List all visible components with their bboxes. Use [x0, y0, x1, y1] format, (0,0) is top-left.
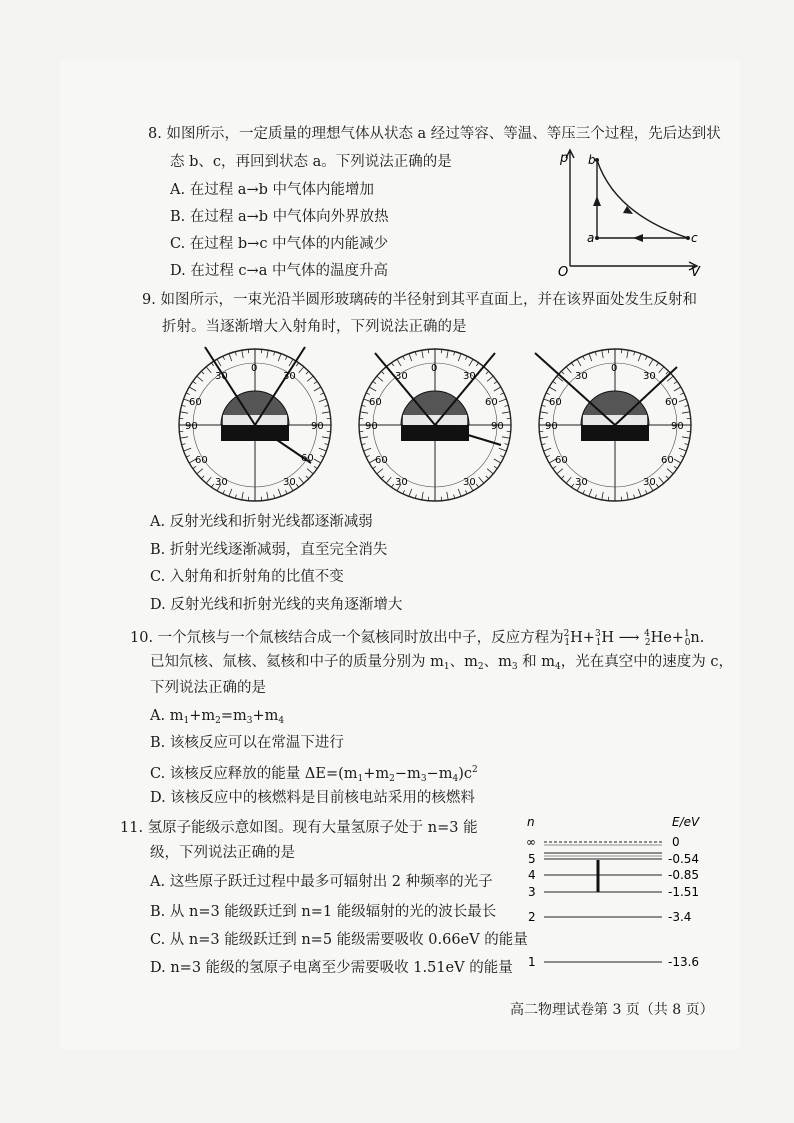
protractor-tick [320, 393, 324, 395]
protractor-tick [235, 495, 236, 499]
protractor-tick [553, 466, 556, 468]
q11-option-a: A. 这些原子跃迁过程中最多可辐射出 2 种频率的光子 [150, 874, 493, 890]
protractor-tick [476, 484, 478, 487]
protractor-tick [319, 448, 327, 451]
protractor-tick [571, 484, 573, 487]
protractor-tick [397, 359, 401, 366]
q10-optC-p1: +m [363, 766, 390, 782]
protractor-tick [242, 350, 243, 358]
protractor-tick [674, 466, 677, 468]
q10-option-d: D. 该核反应中的核燃料是目前核电站采用的核燃料 [150, 790, 475, 806]
q10-stem-line3: 下列说法正确的是 [150, 680, 266, 696]
dial2-label-30c: 30 [395, 477, 408, 488]
protractor-tick [627, 350, 628, 358]
dial1-label-30b: 30 [283, 371, 296, 382]
protractor-tick [325, 405, 329, 406]
q11-level-inf-n: ∞ [526, 835, 536, 849]
dial3-label-60c: 60 [555, 455, 568, 466]
protractor-tick [180, 437, 188, 438]
protractor-tick [285, 490, 287, 494]
protractor-tick [403, 356, 405, 360]
q10-optC-p3: −m [426, 766, 453, 782]
q10-optA-prefix: A. m [150, 708, 184, 724]
protractor-tick [465, 356, 467, 360]
q9-option-a: A. 反射光线和折射光线都逐渐减弱 [150, 514, 373, 530]
protractor-tick [362, 444, 366, 445]
q11-energy-level-diagram [522, 812, 722, 974]
protractor-tick [360, 412, 368, 413]
protractor-tick [206, 367, 211, 373]
dial2-label-30d: 30 [463, 477, 476, 488]
protractor-tick [645, 356, 647, 360]
dial3-label-90b: 90 [671, 421, 684, 432]
q10-stem2-suffix: ，光在真空中的速度为 c， [560, 654, 733, 670]
protractor-tick [486, 476, 489, 479]
protractor-tick [577, 359, 581, 366]
protractor-tick [500, 455, 504, 457]
dial1-label-30c: 30 [215, 477, 228, 488]
protractor-tick [638, 489, 641, 497]
protractor-tick [645, 490, 647, 494]
q8-option-d: D. 在过程 c→a 中气体的温度升高 [170, 263, 388, 279]
protractor-tick [502, 437, 510, 438]
q11-stem-line2: 级，下列说法正确的是 [150, 845, 295, 861]
protractor-tick [649, 359, 653, 366]
protractor-tick [278, 489, 281, 497]
dial2-label-60b: 60 [485, 397, 498, 408]
page-footer: 高二物理试卷第 3 页（共 8 页） [510, 1002, 714, 1018]
protractor-tick [403, 490, 405, 494]
dial3-label-30c: 30 [575, 477, 588, 488]
protractor-tick [223, 356, 225, 360]
protractor-tick [544, 448, 552, 451]
q11-level-5-n: 5 [528, 852, 536, 866]
protractor-tick [679, 448, 687, 451]
dial3-label-60b: 60 [665, 397, 678, 408]
protractor-tick [659, 367, 664, 373]
protractor-tick [666, 476, 669, 479]
protractor-tick [674, 387, 681, 391]
dial2-label-30b: 30 [463, 371, 476, 382]
protractor-tick [360, 437, 368, 438]
protractor-tick [186, 393, 190, 395]
protractor-tick [422, 492, 423, 500]
protractor-tick [366, 455, 370, 457]
dial3-label-60d: 60 [661, 455, 674, 466]
protractor-tick [314, 387, 321, 391]
q8-origin-label: O [558, 265, 569, 278]
protractor-tick [458, 489, 461, 497]
q10-optC-3: 3 [420, 774, 427, 784]
protractor-tick [589, 354, 592, 362]
protractor-tick [487, 469, 493, 474]
protractor-tick [229, 489, 232, 497]
protractor-tick [197, 469, 203, 474]
q9-option-c: C. 入射角和折射角的比值不变 [150, 569, 344, 585]
protractor-tick [494, 466, 497, 468]
protractor-tick [274, 352, 275, 356]
protractor-tick [366, 393, 370, 395]
protractor-tick [494, 459, 501, 463]
protractor-tick [296, 363, 298, 366]
protractor-tick [306, 371, 309, 374]
protractor-tick [494, 381, 497, 383]
protractor-tick [285, 356, 287, 360]
protractor-tick [229, 354, 232, 362]
q11-option-d: D. n=3 能级的氢原子电离至少需要吸收 1.51eV 的能量 [150, 960, 513, 976]
q11-stem-line1: 11. 氢原子能级示意如图。现有大量氢原子处于 n=3 能 [120, 820, 478, 836]
protractor-tick [320, 455, 324, 457]
protractor-tick [499, 448, 507, 451]
protractor-tick [458, 354, 461, 362]
q10-stem2-mid2: 、m [483, 654, 512, 670]
protractor-tick [595, 495, 596, 499]
protractor-tick [595, 352, 596, 356]
q9-option-d: D. 反射光线和折射光线的夹角逐渐增大 [150, 597, 403, 613]
q10-eq-he: He [650, 630, 672, 646]
protractor-tick [566, 367, 571, 373]
protractor-tick [682, 412, 690, 413]
q11-level-3-e: -1.51 [668, 885, 700, 899]
q9-option-b: B. 折射光线逐渐减弱，直至完全消失 [150, 542, 388, 558]
q8-pv-graph [555, 148, 705, 278]
protractor-tick [602, 492, 603, 500]
protractor-tick [381, 371, 384, 374]
protractor-tick [546, 393, 550, 395]
q8-stem-line1: 8. 如图所示，一定质量的理想气体从状态 a 经过等容、等温、等压三个过程，先后达到状 [148, 126, 721, 142]
protractor-tick [465, 490, 467, 494]
protractor-tick [454, 352, 455, 356]
protractor-tick [415, 495, 416, 499]
protractor-tick [373, 381, 376, 383]
protractor-tick [322, 412, 330, 413]
q10-stem2-mid1: 、m [449, 654, 478, 670]
dial1-label-30d: 30 [283, 477, 296, 488]
protractor-tick [583, 490, 585, 494]
q10-optC-p4: )c [458, 766, 472, 782]
q10-m2: 2 [477, 662, 484, 672]
protractor-tick [186, 455, 190, 457]
protractor-tick [540, 437, 548, 438]
protractor-tick [505, 444, 509, 445]
q9-dial-2 [345, 345, 525, 505]
protractor-tick [499, 399, 507, 402]
q8-point-b: b [588, 153, 596, 167]
q10-optA-1: 1 [183, 716, 190, 726]
protractor-tick [447, 492, 448, 500]
q10-eq-a4: 4 [644, 629, 650, 639]
q10-eq-z0: 0 [684, 638, 691, 648]
q10-optA-p3: +m [252, 708, 279, 724]
dial3-label-30: 30 [575, 371, 588, 382]
q10-eq-plus2: + [671, 630, 684, 646]
protractor-tick [364, 448, 372, 451]
q10-m3: 3 [511, 662, 518, 672]
q11-level-3-n: 3 [528, 885, 536, 899]
q10-m4: 4 [555, 662, 561, 672]
protractor-tick [415, 352, 416, 356]
q10-stem-prefix: 10. 一个氘核与一个氚核结合成一个氦核同时放出中子，反应方程为 [130, 630, 564, 646]
protractor-tick [566, 477, 571, 483]
protractor-tick [362, 405, 366, 406]
q8-option-c: C. 在过程 b→c 中气体的内能减少 [170, 236, 389, 252]
protractor-tick [381, 476, 384, 479]
dial2-label-30: 30 [395, 371, 408, 382]
protractor-tick [542, 405, 546, 406]
q10-eq-a3: 3 [594, 629, 601, 639]
q10-option-b: B. 该核反应可以在常温下进行 [150, 735, 344, 751]
dial2-label-0: 0 [431, 363, 438, 374]
protractor-tick [656, 363, 658, 366]
q10-optA-p2: =m [220, 708, 247, 724]
protractor-tick [325, 444, 329, 445]
protractor-tick [546, 455, 550, 457]
protractor-tick [314, 466, 317, 468]
dial3-label-30d: 30 [643, 477, 656, 488]
protractor-tick [487, 376, 493, 381]
q11-option-b: B. 从 n=3 能级跃迁到 n=1 能级辐射的光的波长最长 [150, 904, 497, 920]
protractor-tick [634, 495, 635, 499]
protractor-tick [540, 412, 548, 413]
q10-eq-z1: 1 [564, 638, 571, 648]
q10-option-a [150, 706, 284, 731]
protractor-tick [589, 489, 592, 497]
protractor-tick [409, 489, 412, 497]
protractor-tick [319, 399, 327, 402]
protractor-tick [602, 350, 603, 358]
protractor-tick [638, 354, 641, 362]
q11-level-5-e: -0.54 [668, 852, 700, 866]
q10-eq-h2: H [570, 630, 583, 646]
q11-level-inf-e: 0 [672, 835, 680, 849]
dial3-label-60: 60 [549, 397, 562, 408]
protractor-tick [193, 381, 196, 383]
q10-m1: 1 [443, 662, 450, 672]
q10-eq-n: n. [690, 630, 705, 646]
protractor-tick [314, 381, 317, 383]
protractor-tick [571, 363, 573, 366]
protractor-tick [557, 469, 563, 474]
protractor-tick [561, 371, 564, 374]
protractor-tick [667, 469, 673, 474]
protractor-tick [201, 371, 204, 374]
protractor-tick [659, 477, 664, 483]
dial3-label-30b: 30 [643, 371, 656, 382]
q8-point-a: a [587, 231, 595, 245]
protractor-tick [685, 405, 689, 406]
q10-optA-4: 4 [278, 716, 285, 726]
q11-e-header: E/eV [672, 815, 700, 829]
q10-stem2-mid3: 和 m [517, 654, 556, 670]
protractor-tick [314, 459, 321, 463]
dial3-label-0: 0 [611, 363, 618, 374]
protractor-tick [373, 466, 376, 468]
protractor-tick [189, 387, 196, 391]
protractor-tick [422, 350, 423, 358]
q10-eq-plus1: + [582, 630, 595, 646]
protractor-tick [679, 399, 687, 402]
dial1-label-0: 0 [251, 363, 258, 374]
q8-point-c: c [691, 231, 698, 245]
protractor-tick [278, 354, 281, 362]
protractor-tick [197, 376, 203, 381]
dial1-label-90: 90 [185, 421, 198, 432]
protractor-tick [674, 381, 677, 383]
q9-stem-line1: 9. 如图所示，一束光沿半圆形玻璃砖的半径射到其平直面上，并在该界面处发生反射和 [142, 292, 697, 308]
dial2-label-90b: 90 [491, 421, 504, 432]
dial1-label-60: 60 [189, 397, 202, 408]
q10-optC-2: 2 [389, 774, 395, 784]
q10-eq-h3: H [601, 630, 615, 646]
q10-eq-z2: 2 [644, 638, 651, 648]
protractor-tick [634, 352, 635, 356]
protractor-tick [211, 363, 213, 366]
q10-eq-arrow: ⟶ [614, 630, 645, 646]
protractor-tick [369, 387, 376, 391]
protractor-tick [274, 495, 275, 499]
protractor-tick [299, 367, 304, 373]
protractor-tick [211, 484, 213, 487]
protractor-tick [549, 387, 556, 391]
protractor-tick [306, 476, 309, 479]
protractor-tick [627, 492, 628, 500]
q10-stem-line2 [150, 652, 733, 677]
dial1-label-30: 30 [215, 371, 228, 382]
protractor-tick [377, 469, 383, 474]
protractor-tick [223, 490, 225, 494]
q9-dial-1 [165, 345, 345, 505]
protractor-tick [454, 495, 455, 499]
dial1-label-90b: 90 [311, 421, 324, 432]
protractor-tick [206, 477, 211, 483]
protractor-tick [307, 469, 313, 474]
protractor-tick [447, 350, 448, 358]
protractor-tick [182, 405, 186, 406]
q8-p-label: p [560, 151, 569, 166]
protractor-tick [502, 412, 510, 413]
protractor-tick [299, 477, 304, 483]
q10-eq-a1: 1 [683, 629, 690, 639]
q11-level-4-n: 4 [528, 868, 536, 882]
q10-optC-prefix: C. 该核反应释放的能量 ΔE=(m [150, 766, 358, 782]
protractor-tick [182, 444, 186, 445]
protractor-tick [583, 356, 585, 360]
protractor-tick [656, 484, 658, 487]
q10-optC-sq: 2 [471, 765, 478, 775]
protractor-tick [479, 477, 484, 483]
q10-optA-p1: +m [189, 708, 216, 724]
protractor-tick [391, 484, 393, 487]
protractor-tick [242, 492, 243, 500]
protractor-tick [561, 476, 564, 479]
q11-n-header: n [527, 815, 535, 829]
q10-optC-p2: −m [394, 766, 421, 782]
q11-level-2-e: -3.4 [668, 910, 692, 924]
protractor-tick [193, 466, 196, 468]
protractor-tick [377, 376, 383, 381]
dial2-label-60: 60 [369, 397, 382, 408]
protractor-tick [542, 444, 546, 445]
protractor-tick [500, 393, 504, 395]
protractor-tick [553, 381, 556, 383]
q11-level-1-n: 1 [528, 955, 536, 969]
q9-stem-line2: 折射。当逐渐增大入射角时，下列说法正确的是 [162, 319, 467, 335]
dial1-label-60c: 60 [195, 455, 208, 466]
q10-stem-line1 [130, 624, 704, 653]
q10-optC-4: 4 [452, 774, 459, 784]
q10-optC-1: 1 [357, 774, 364, 784]
protractor-tick [685, 444, 689, 445]
protractor-tick [494, 387, 501, 391]
q8-option-b: B. 在过程 a→b 中气体向外界放热 [170, 209, 389, 225]
dial2-label-90: 90 [365, 421, 378, 432]
q11-level-4-e: -0.85 [668, 868, 700, 882]
protractor-tick [682, 437, 690, 438]
q11-level-2-n: 2 [528, 910, 536, 924]
protractor-tick [409, 354, 412, 362]
protractor-tick [674, 459, 681, 463]
protractor-tick [322, 437, 330, 438]
protractor-tick [235, 352, 236, 356]
q10-optA-3: 3 [246, 716, 253, 726]
q8-v-label: V [691, 265, 700, 278]
q10-eq-z1b: 1 [595, 638, 602, 648]
protractor-tick [469, 359, 473, 366]
q10-optA-2: 2 [215, 716, 221, 726]
q11-option-c: C. 从 n=3 能级跃迁到 n=5 能级需要吸收 0.66eV 的能量 [150, 932, 528, 948]
protractor-tick [680, 455, 684, 457]
protractor-tick [180, 412, 188, 413]
q10-eq-a2: 2 [563, 629, 570, 639]
protractor-tick [184, 448, 192, 451]
protractor-tick [201, 476, 204, 479]
q10-option-c [150, 760, 478, 789]
protractor-tick [486, 371, 489, 374]
protractor-tick [680, 393, 684, 395]
protractor-tick [476, 363, 478, 366]
protractor-tick [307, 376, 313, 381]
q10-stem2-prefix: 已知氘核、氚核、氦核和中子的质量分别为 m [150, 654, 444, 670]
protractor-tick [267, 492, 268, 500]
q11-level-1-e: -13.6 [668, 955, 700, 969]
protractor-tick [391, 363, 393, 366]
protractor-tick [386, 477, 391, 483]
protractor-tick [666, 371, 669, 374]
q8-stem-line2: 态 b、c，再回到状态 a。下列说法正确的是 [170, 154, 452, 170]
protractor-tick [296, 484, 298, 487]
dial3-label-90: 90 [545, 421, 558, 432]
protractor-tick [505, 405, 509, 406]
protractor-tick [667, 376, 673, 381]
q8-option-a: A. 在过程 a→b 中气体内能增加 [170, 182, 374, 198]
dial2-label-60c: 60 [375, 455, 388, 466]
dial1-label-60b: 60 [301, 453, 314, 464]
q9-dial-3 [525, 345, 705, 505]
protractor-tick [267, 350, 268, 358]
